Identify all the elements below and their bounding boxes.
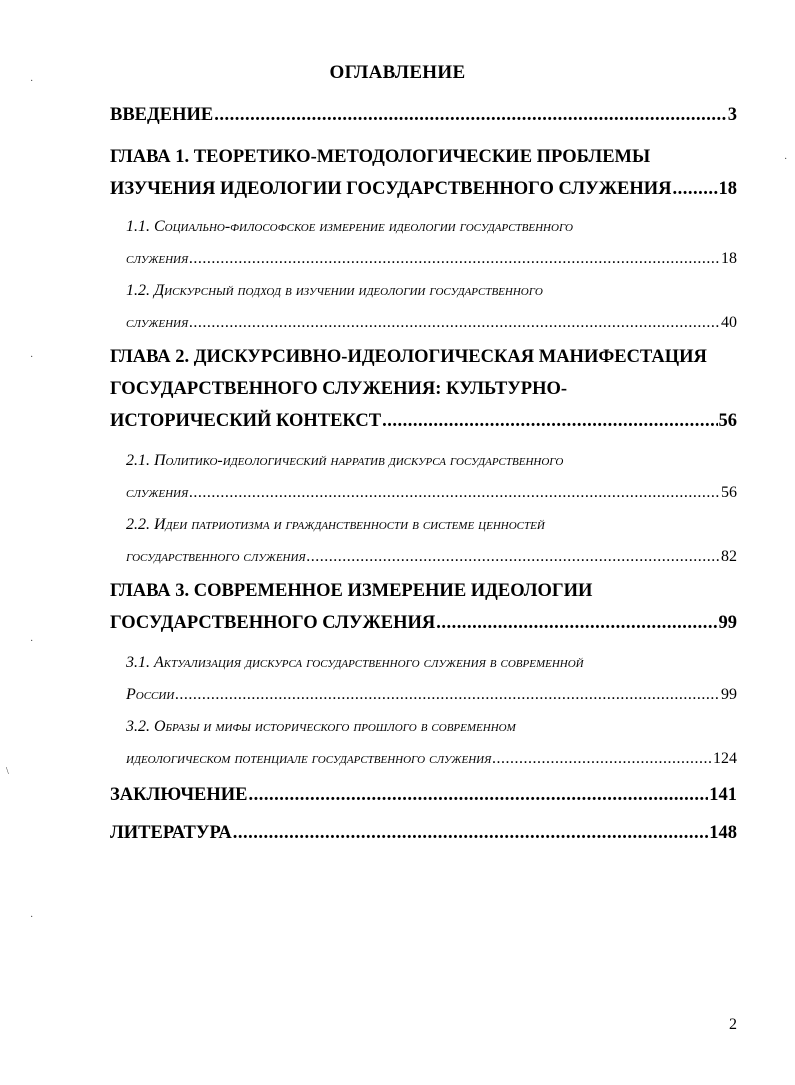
toc-entry-label: [126, 654, 584, 672]
leader-dots: [382, 410, 717, 432]
section-title: Социально-философское измерение идеологии государственного: [154, 218, 574, 235]
scan-speck: \: [6, 766, 9, 777]
toc-page-number: 56: [721, 484, 737, 501]
leader-dots: [214, 104, 727, 126]
toc-page-number: 124: [713, 750, 737, 767]
scan-speck: ·: [30, 912, 34, 923]
section-title-continued: идеологическом потенциале государственного служения: [126, 750, 492, 767]
toc-section-1-2-line-1[interactable]: [126, 274, 737, 300]
section-number: 3.1.: [126, 654, 150, 671]
toc-section-1-1-line-1[interactable]: [126, 210, 737, 236]
toc-page-number: 40: [721, 314, 737, 331]
scan-speck: ·: [30, 76, 34, 87]
section-title: Идеи патриотизма и гражданственности в системе ценностей: [154, 516, 545, 533]
section-number: 3.2.: [126, 718, 150, 735]
toc-entry-label: [126, 282, 543, 300]
toc-page-number: 148: [709, 823, 737, 843]
toc-page-number: 3: [727, 105, 737, 125]
toc-entry-label: ГЛАВА 3. СОВРЕМЕННОЕ ИЗМЕРЕНИЕ ИДЕОЛОГИИ: [110, 581, 593, 601]
toc-page-number: 18: [721, 250, 737, 267]
toc-entry-label: [126, 452, 563, 470]
toc-section-3-2-line-2[interactable]: [126, 742, 737, 768]
toc-entry-label: ИЗУЧЕНИЯ ИДЕОЛОГИИ ГОСУДАРСТВЕННОГО СЛУЖЕНИЯ: [110, 179, 672, 199]
toc-entry-label: ЗАКЛЮЧЕНИЕ: [110, 785, 248, 805]
toc-chapter-1-line-2[interactable]: [110, 174, 737, 200]
section-title-continued: государственного служения: [126, 548, 306, 565]
toc-entry-label: [126, 218, 573, 236]
toc-page-number: 56: [718, 411, 737, 431]
leader-dots: [492, 749, 712, 768]
toc-chapter-2-line-1[interactable]: [110, 342, 737, 368]
toc-entry-label: ГЛАВА 1. ТЕОРЕТИКО-МЕТОДОЛОГИЧЕСКИЕ ПРОБЛЕМЫ: [110, 147, 651, 167]
toc-chapter-2-line-2[interactable]: [110, 374, 737, 400]
scan-speck: ·: [30, 636, 34, 647]
toc-entry-label: ГЛАВА 2. ДИСКУРСИВНО-ИДЕОЛОГИЧЕСКАЯ МАНИФЕСТАЦИЯ: [110, 347, 707, 367]
leader-dots: [436, 612, 717, 634]
section-number: 1.2.: [126, 282, 150, 299]
section-title: Образы и мифы исторического прошлого в современном: [154, 718, 516, 735]
leader-dots: [307, 547, 720, 566]
leader-dots: [249, 784, 709, 806]
leader-dots: [175, 685, 720, 704]
toc-entry-intro[interactable]: [110, 100, 737, 126]
toc-page-number: 18: [718, 179, 737, 199]
leader-dots: [189, 249, 720, 268]
toc-title: ОГЛАВЛЕНИЕ: [329, 62, 466, 83]
toc-section-1-2-line-2[interactable]: [126, 306, 737, 332]
section-number: 2.2.: [126, 516, 150, 533]
leader-dots: [673, 178, 718, 200]
toc-entry-label: ГОСУДАРСТВЕННОГО СЛУЖЕНИЯ: КУЛЬТУРНО-: [110, 379, 568, 399]
toc-section-3-1-line-1[interactable]: [126, 646, 737, 672]
toc-entry-label: [126, 718, 516, 736]
toc-entry-label: ЛИТЕРАТУРА: [110, 823, 232, 843]
toc-entry-label: [126, 516, 545, 534]
toc-section-2-1-line-2[interactable]: [126, 476, 737, 502]
page-number: 2: [729, 1016, 737, 1033]
leader-dots: [189, 483, 720, 502]
toc-page-number: 99: [721, 686, 737, 703]
section-title-continued: служения: [126, 484, 189, 501]
toc-entry-label: ГОСУДАРСТВЕННОГО СЛУЖЕНИЯ: [110, 613, 436, 633]
toc-section-3-1-line-2[interactable]: [126, 678, 737, 704]
section-number: 1.1.: [126, 218, 150, 235]
scan-speck: ·: [30, 352, 34, 363]
toc-page-number: 141: [709, 785, 737, 805]
toc-page-number: 99: [718, 613, 737, 633]
toc-entry-conclusion[interactable]: [110, 780, 737, 806]
scan-speck: ·: [784, 154, 788, 165]
section-title: Дискурсный подход в изучении идеологии государственного: [154, 282, 543, 299]
toc-entry-label: ВВЕДЕНИЕ: [110, 105, 214, 125]
section-title-continued: России: [126, 686, 175, 703]
toc-section-1-1-line-2[interactable]: [126, 242, 737, 268]
toc-chapter-2-line-3[interactable]: [110, 406, 737, 432]
toc-page-number: 82: [721, 548, 737, 565]
section-title-continued: служения: [126, 250, 189, 267]
toc-entry-label: ИСТОРИЧЕСКИЙ КОНТЕКСТ: [110, 411, 382, 431]
toc-chapter-3-line-2[interactable]: [110, 608, 737, 634]
toc-entry-literature[interactable]: [110, 818, 737, 844]
toc-section-2-2-line-1[interactable]: [126, 508, 737, 534]
section-title: Политико-идеологический нарратив дискурса государственного: [154, 452, 564, 469]
toc-chapter-1-line-1[interactable]: [110, 142, 737, 168]
leader-dots: [189, 313, 720, 332]
section-number: 2.1.: [126, 452, 150, 469]
toc-section-3-2-line-1[interactable]: [126, 710, 737, 736]
section-title-continued: служения: [126, 314, 189, 331]
toc-chapter-3-line-1[interactable]: [110, 576, 737, 602]
toc-section-2-1-line-1[interactable]: [126, 444, 737, 470]
section-title: Актуализация дискурса государственного служения в современной: [154, 654, 584, 671]
leader-dots: [233, 822, 709, 844]
toc-section-2-2-line-2[interactable]: [126, 540, 737, 566]
